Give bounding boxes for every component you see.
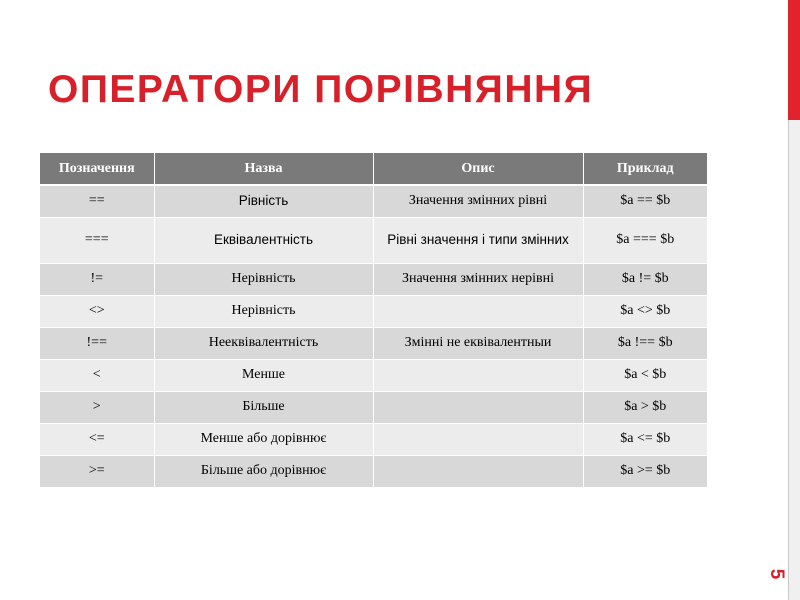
cell-example: $a > $b bbox=[583, 392, 707, 424]
cell-example: $a >= $b bbox=[583, 456, 707, 488]
cell-example: $a <> $b bbox=[583, 296, 707, 328]
table-row bbox=[40, 424, 707, 456]
table-row bbox=[40, 392, 707, 424]
red-accent-bar bbox=[788, 0, 800, 120]
cell-symbol: != bbox=[40, 264, 154, 296]
cell-symbol: >= bbox=[40, 456, 154, 488]
cell-example: $a != $b bbox=[583, 264, 707, 296]
cell-description bbox=[373, 360, 583, 392]
cell-name: Нерівність bbox=[154, 264, 373, 296]
table-row bbox=[40, 360, 707, 392]
cell-symbol: == bbox=[40, 185, 154, 218]
header-symbol: Позначення bbox=[40, 153, 154, 185]
cell-symbol: > bbox=[40, 392, 154, 424]
cell-example: $a == $b bbox=[583, 185, 707, 218]
cell-symbol: <> bbox=[40, 296, 154, 328]
cell-symbol: !== bbox=[40, 328, 154, 360]
cell-description bbox=[373, 296, 583, 328]
cell-name: Еквівалентність bbox=[154, 218, 373, 264]
cell-description bbox=[373, 456, 583, 488]
table-row bbox=[40, 296, 707, 328]
cell-name: Рівність bbox=[154, 185, 373, 218]
cell-symbol: <= bbox=[40, 424, 154, 456]
cell-example: $a <= $b bbox=[583, 424, 707, 456]
cell-name: Більше або дорівнює bbox=[154, 456, 373, 488]
cell-description: Значення змінних нерівні bbox=[373, 264, 583, 296]
table-header-row bbox=[40, 153, 707, 185]
cell-symbol: < bbox=[40, 360, 154, 392]
cell-description: Рівні значення і типи змінних bbox=[373, 218, 583, 264]
side-divider-line bbox=[788, 120, 789, 600]
cell-description bbox=[373, 424, 583, 456]
table-row bbox=[40, 456, 707, 488]
slide-title: ОПЕРАТОРИ ПОРІВНЯННЯ bbox=[48, 68, 594, 111]
table-row bbox=[40, 218, 707, 264]
cell-example: $a !== $b bbox=[583, 328, 707, 360]
header-name: Назва bbox=[154, 153, 373, 185]
cell-name: Нерівність bbox=[154, 296, 373, 328]
cell-description: Значення змінних рівні bbox=[373, 185, 583, 218]
table-row bbox=[40, 328, 707, 360]
cell-symbol: === bbox=[40, 218, 154, 264]
cell-description bbox=[373, 392, 583, 424]
header-description: Опис bbox=[373, 153, 583, 185]
table-row bbox=[40, 185, 707, 218]
table-row bbox=[40, 264, 707, 296]
cell-name: Менше bbox=[154, 360, 373, 392]
cell-name: Більше bbox=[154, 392, 373, 424]
header-example: Приклад bbox=[583, 153, 707, 185]
cell-description: Змінні не еквівалентныи bbox=[373, 328, 583, 360]
cell-example: $a === $b bbox=[583, 218, 707, 264]
cell-example: $a < $b bbox=[583, 360, 707, 392]
cell-name: Менше або дорівнює bbox=[154, 424, 373, 456]
slide-page-number: 5 bbox=[766, 568, 787, 580]
cell-name: Нееквівалентність bbox=[154, 328, 373, 360]
comparison-operators-table bbox=[40, 153, 707, 488]
